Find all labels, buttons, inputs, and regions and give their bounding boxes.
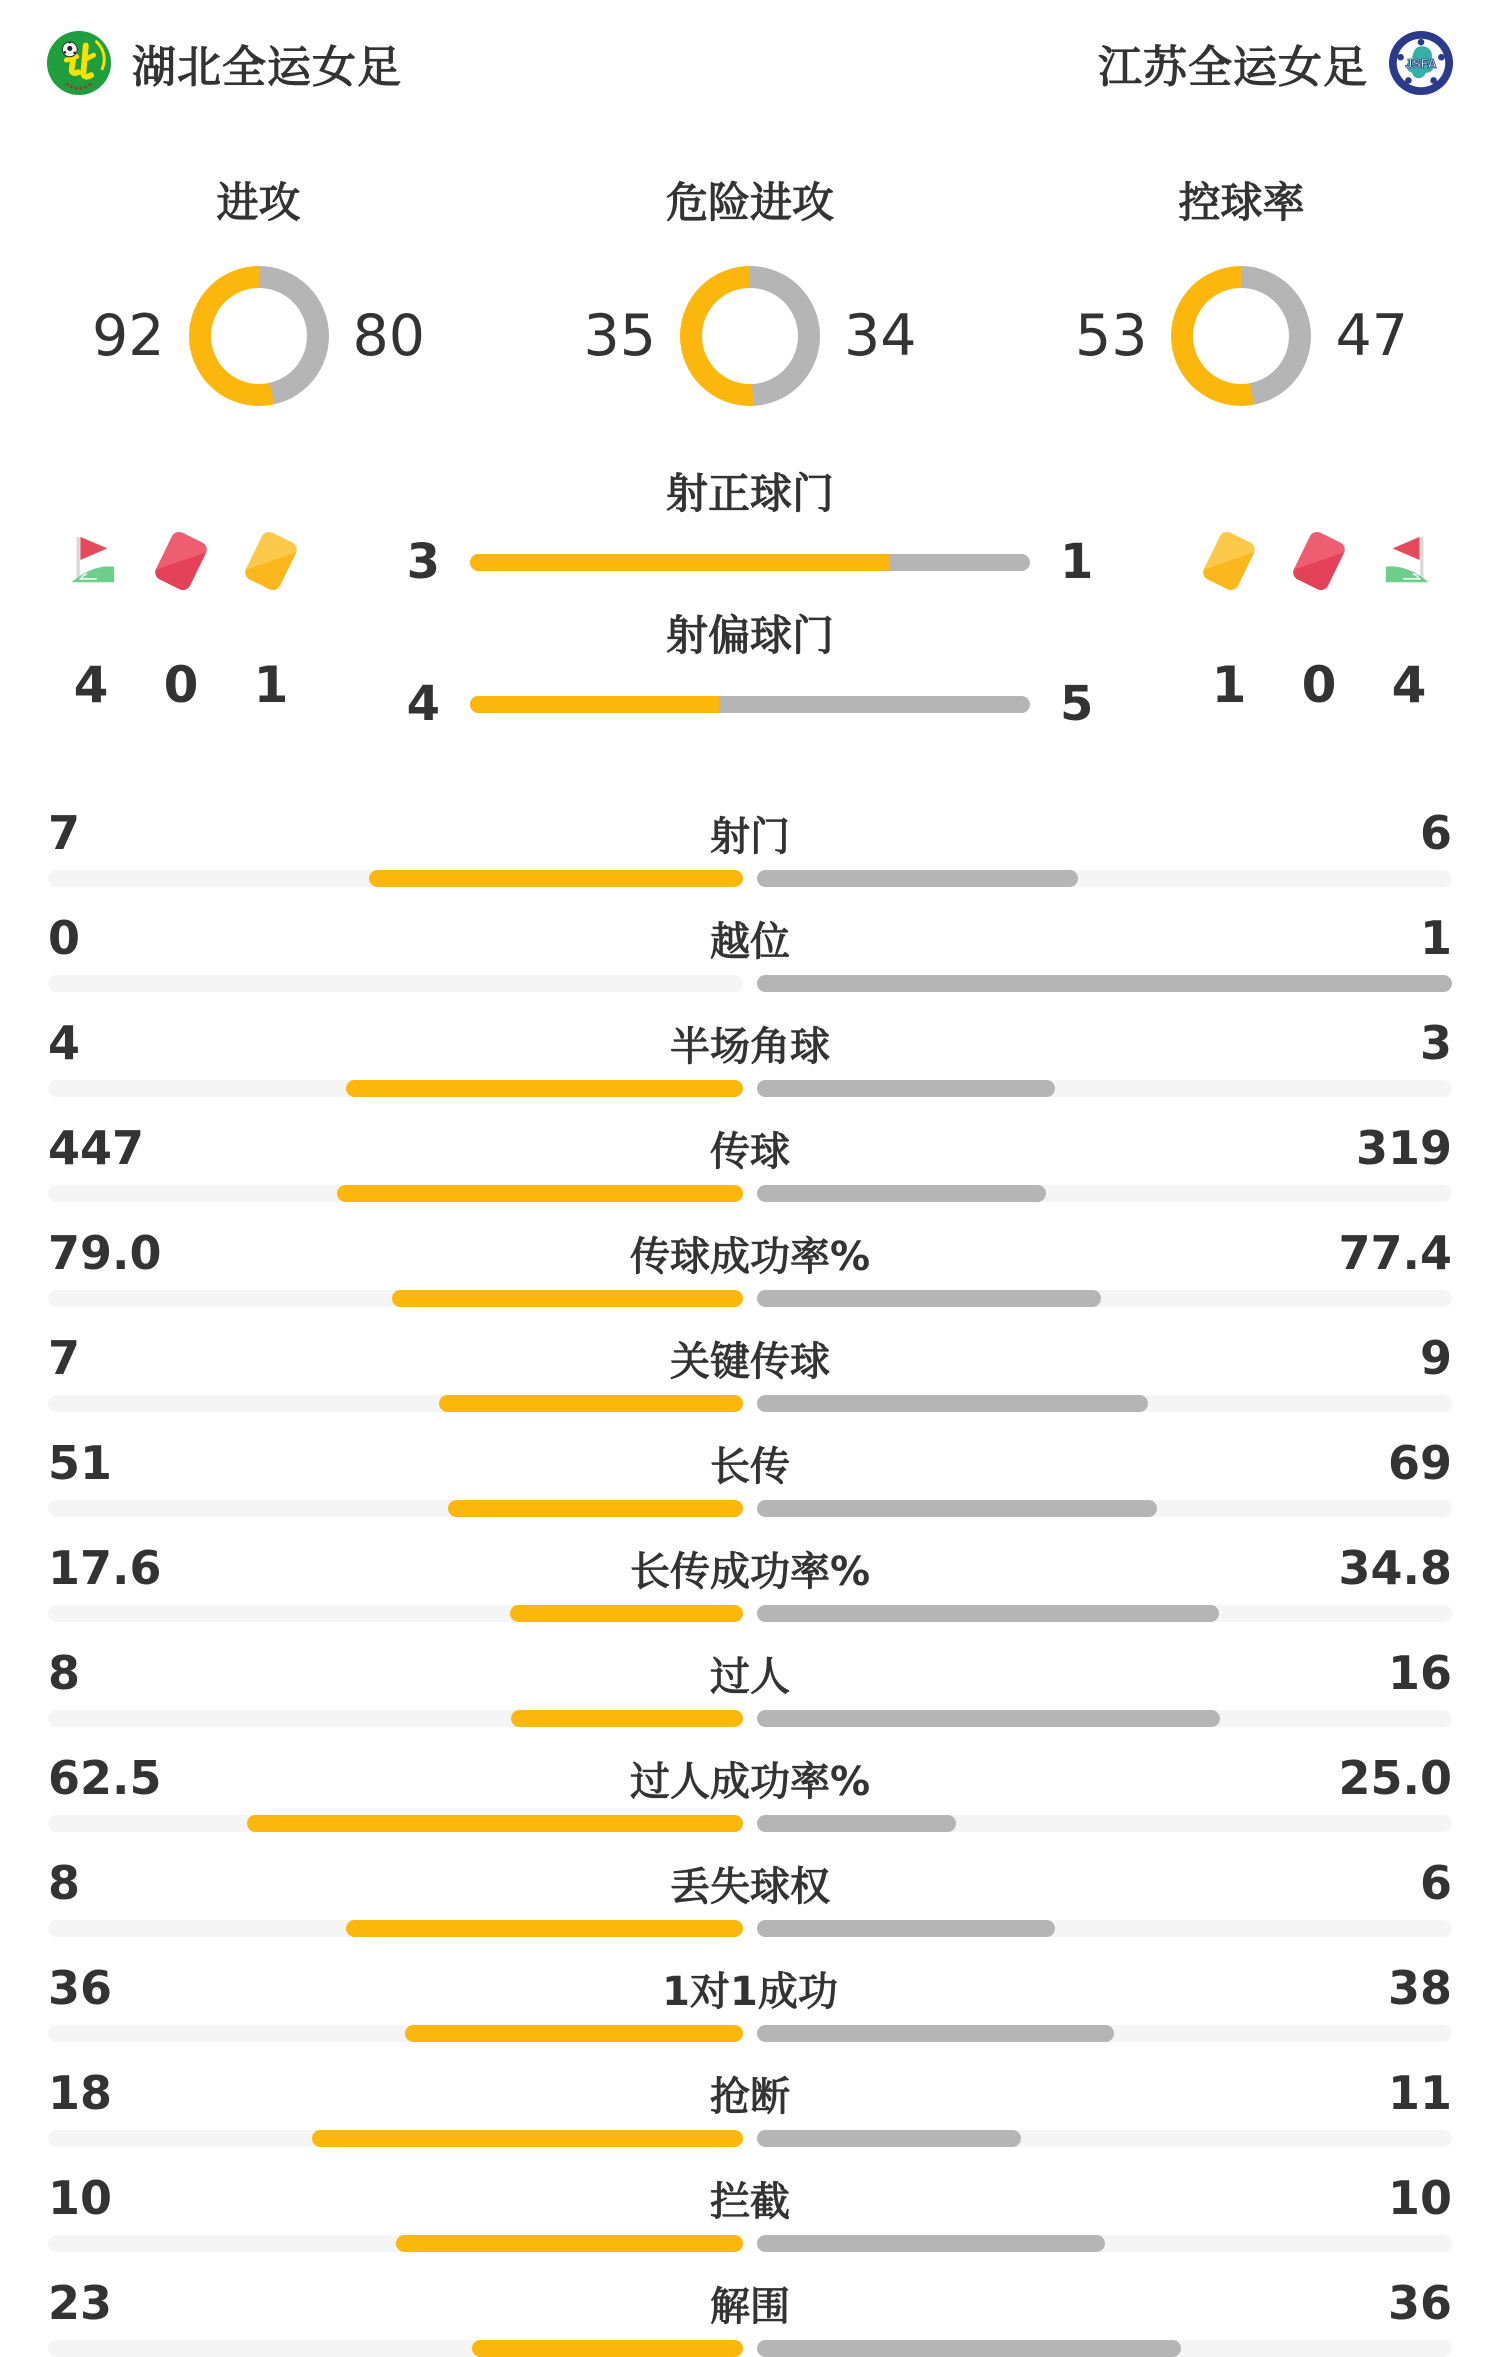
yellow-card-icon — [1200, 532, 1258, 590]
stat-away-value: 77.4 — [1338, 1226, 1452, 1280]
stat-home-value: 23 — [48, 2276, 113, 2330]
stat-label: 抢断 — [710, 2073, 790, 2120]
home-stat-bar — [48, 1080, 743, 1097]
stat-row — [48, 1539, 1452, 1622]
home-stat-bar — [48, 870, 743, 887]
donut-group-possession — [1075, 170, 1408, 406]
away-discipline — [1122, 470, 1452, 754]
donut-charts — [0, 170, 1500, 406]
home-stat-bar — [48, 1290, 743, 1307]
away-team-logo — [1388, 30, 1454, 96]
stat-row — [48, 1854, 1452, 1937]
shots-discipline-section — [0, 470, 1500, 754]
stat-label: 过人 — [710, 1653, 790, 1700]
stat-home-value: 8 — [48, 1646, 81, 1700]
stat-label: 丢失球权 — [670, 1863, 830, 1910]
shots-off-target-home: 4 — [406, 676, 440, 732]
stat-home-value: 36 — [48, 1961, 113, 2015]
svg-text:JSFA: JSFA — [1405, 56, 1437, 71]
away-team-name: 江苏全运女足 — [1098, 42, 1368, 93]
donut-group-attacks — [92, 170, 425, 406]
home-stat-bar — [48, 975, 743, 992]
stat-away-value: 16 — [1387, 1646, 1452, 1700]
away-stat-bar — [757, 1815, 1452, 1832]
home-stat-bar — [48, 1605, 743, 1622]
stat-away-value: 11 — [1387, 2066, 1452, 2120]
donut-away-value: 80 — [352, 303, 426, 369]
stat-home-value: 0 — [48, 911, 81, 965]
stat-label: 越位 — [710, 918, 790, 965]
away-stat-bar — [757, 975, 1452, 992]
donut-group-dangerous-attacks — [583, 170, 916, 406]
stat-away-value: 6 — [1419, 806, 1452, 860]
donut-title: 控球率 — [1178, 178, 1305, 227]
shots-off-target-bar — [470, 696, 1030, 713]
donut-away-value: 34 — [844, 303, 917, 369]
stat-row — [48, 1014, 1452, 1097]
away-stat-bar — [757, 1605, 1452, 1622]
home-discipline — [48, 470, 378, 754]
stat-away-value: 36 — [1387, 2276, 1452, 2330]
donut-home-value: 92 — [92, 303, 165, 369]
shots-on-target-row — [382, 534, 1118, 590]
stat-row — [48, 2274, 1452, 2357]
home-stat-bar — [48, 1395, 743, 1412]
away-stat-bar — [757, 2025, 1452, 2042]
stat-away-value: 69 — [1387, 1436, 1452, 1490]
stat-away-value: 6 — [1419, 1856, 1452, 1910]
stat-row — [48, 1329, 1452, 1412]
home-stat-bar — [48, 2130, 743, 2147]
home-team-logo — [46, 30, 112, 96]
stat-home-value: 8 — [48, 1856, 81, 1910]
stat-away-value: 34.8 — [1338, 1541, 1452, 1595]
shots-off-target-title: 射偏球门 — [665, 611, 834, 660]
header — [0, 0, 1500, 96]
donut-chart — [680, 266, 820, 406]
away-stat-bar — [757, 2340, 1452, 2357]
stat-label: 半场角球 — [670, 1023, 830, 1070]
stat-home-value: 79.0 — [48, 1226, 162, 1280]
stat-away-value: 10 — [1387, 2171, 1452, 2225]
away-team-header[interactable] — [1098, 30, 1454, 96]
home-stat-bar — [48, 1815, 743, 1832]
stat-row — [48, 1224, 1452, 1307]
donut-home-value: 35 — [583, 303, 656, 369]
stat-label: 1对1成功 — [662, 1968, 838, 2015]
stat-label: 传球 — [710, 1128, 790, 1175]
stat-row — [48, 2064, 1452, 2147]
shot-bars — [378, 470, 1122, 754]
corner-flag-icon — [1380, 532, 1438, 590]
stat-row — [48, 1434, 1452, 1517]
stat-row — [48, 909, 1452, 992]
away-stat-bar — [757, 1500, 1452, 1517]
away-red-card-count: 0 — [1301, 656, 1337, 714]
away-stat-bar — [757, 870, 1452, 887]
stat-row — [48, 1119, 1452, 1202]
stat-home-value: 10 — [48, 2171, 113, 2225]
shots-on-target-bar — [470, 554, 1030, 571]
shots-off-target-row — [382, 676, 1118, 732]
stat-away-value: 1 — [1419, 911, 1452, 965]
home-yellow-card-count: 1 — [253, 656, 289, 714]
corner-flag-icon — [62, 532, 120, 590]
away-stat-bar — [757, 2130, 1452, 2147]
stat-label: 拦截 — [710, 2178, 790, 2225]
stat-row — [48, 804, 1452, 887]
away-stat-bar — [757, 1710, 1452, 1727]
red-card-icon — [1290, 532, 1348, 590]
stat-label: 过人成功率% — [629, 1758, 871, 1805]
home-stat-bar — [48, 1500, 743, 1517]
home-stat-bar — [48, 2235, 743, 2252]
stat-home-value: 4 — [48, 1016, 81, 1070]
stat-row — [48, 1644, 1452, 1727]
donut-home-value: 53 — [1074, 303, 1148, 369]
stat-label: 传球成功率% — [629, 1233, 871, 1280]
away-stat-bar — [757, 1290, 1452, 1307]
home-stat-bar — [48, 2340, 743, 2357]
shots-off-target-away: 5 — [1060, 676, 1094, 732]
stat-home-value: 447 — [48, 1121, 145, 1175]
stat-away-value: 9 — [1419, 1331, 1452, 1385]
stat-home-value: 18 — [48, 2066, 113, 2120]
stat-home-value: 51 — [48, 1436, 113, 1490]
red-card-icon — [152, 532, 210, 590]
away-stat-bar — [757, 1920, 1452, 1937]
stat-row — [48, 1749, 1452, 1832]
away-corner-count: 4 — [1391, 656, 1427, 714]
shots-on-target-home: 3 — [406, 534, 440, 590]
stat-home-value: 62.5 — [48, 1751, 162, 1805]
donut-title: 危险进攻 — [665, 178, 834, 227]
donut-chart — [1171, 266, 1311, 406]
yellow-card-icon — [242, 532, 300, 590]
away-stat-bar — [757, 1395, 1452, 1412]
away-stat-bar — [757, 2235, 1452, 2252]
shots-on-target-title: 射正球门 — [665, 469, 834, 518]
stat-away-value: 3 — [1419, 1016, 1452, 1070]
stat-row — [48, 2169, 1452, 2252]
stat-label: 关键传球 — [670, 1338, 830, 1385]
home-stat-bar — [48, 2025, 743, 2042]
stat-label: 解围 — [710, 2283, 790, 2330]
stat-row — [48, 1959, 1452, 2042]
home-corner-count: 4 — [73, 656, 109, 714]
stat-label: 长传成功率% — [629, 1548, 871, 1595]
shots-on-target-away: 1 — [1060, 534, 1094, 590]
stat-away-value: 25.0 — [1338, 1751, 1452, 1805]
stat-home-value: 7 — [48, 806, 81, 860]
home-team-name: 湖北全运女足 — [132, 42, 402, 93]
home-team-header[interactable] — [46, 30, 402, 96]
stat-label: 长传 — [710, 1443, 790, 1490]
donut-away-value: 47 — [1335, 303, 1408, 369]
home-red-card-count: 0 — [163, 656, 199, 714]
stat-home-value: 17.6 — [48, 1541, 162, 1595]
away-stat-bar — [757, 1185, 1452, 1202]
away-yellow-card-count: 1 — [1211, 656, 1247, 714]
away-stat-bar — [757, 1080, 1452, 1097]
donut-chart — [189, 266, 329, 406]
stat-away-value: 38 — [1387, 1961, 1452, 2015]
stat-home-value: 7 — [48, 1331, 81, 1385]
home-stat-bar — [48, 1920, 743, 1937]
home-stat-bar — [48, 1710, 743, 1727]
donut-title: 进攻 — [216, 178, 301, 227]
stat-label: 射门 — [710, 813, 790, 860]
home-stat-bar — [48, 1185, 743, 1202]
stats-list — [0, 804, 1500, 2357]
stat-away-value: 319 — [1355, 1121, 1452, 1175]
